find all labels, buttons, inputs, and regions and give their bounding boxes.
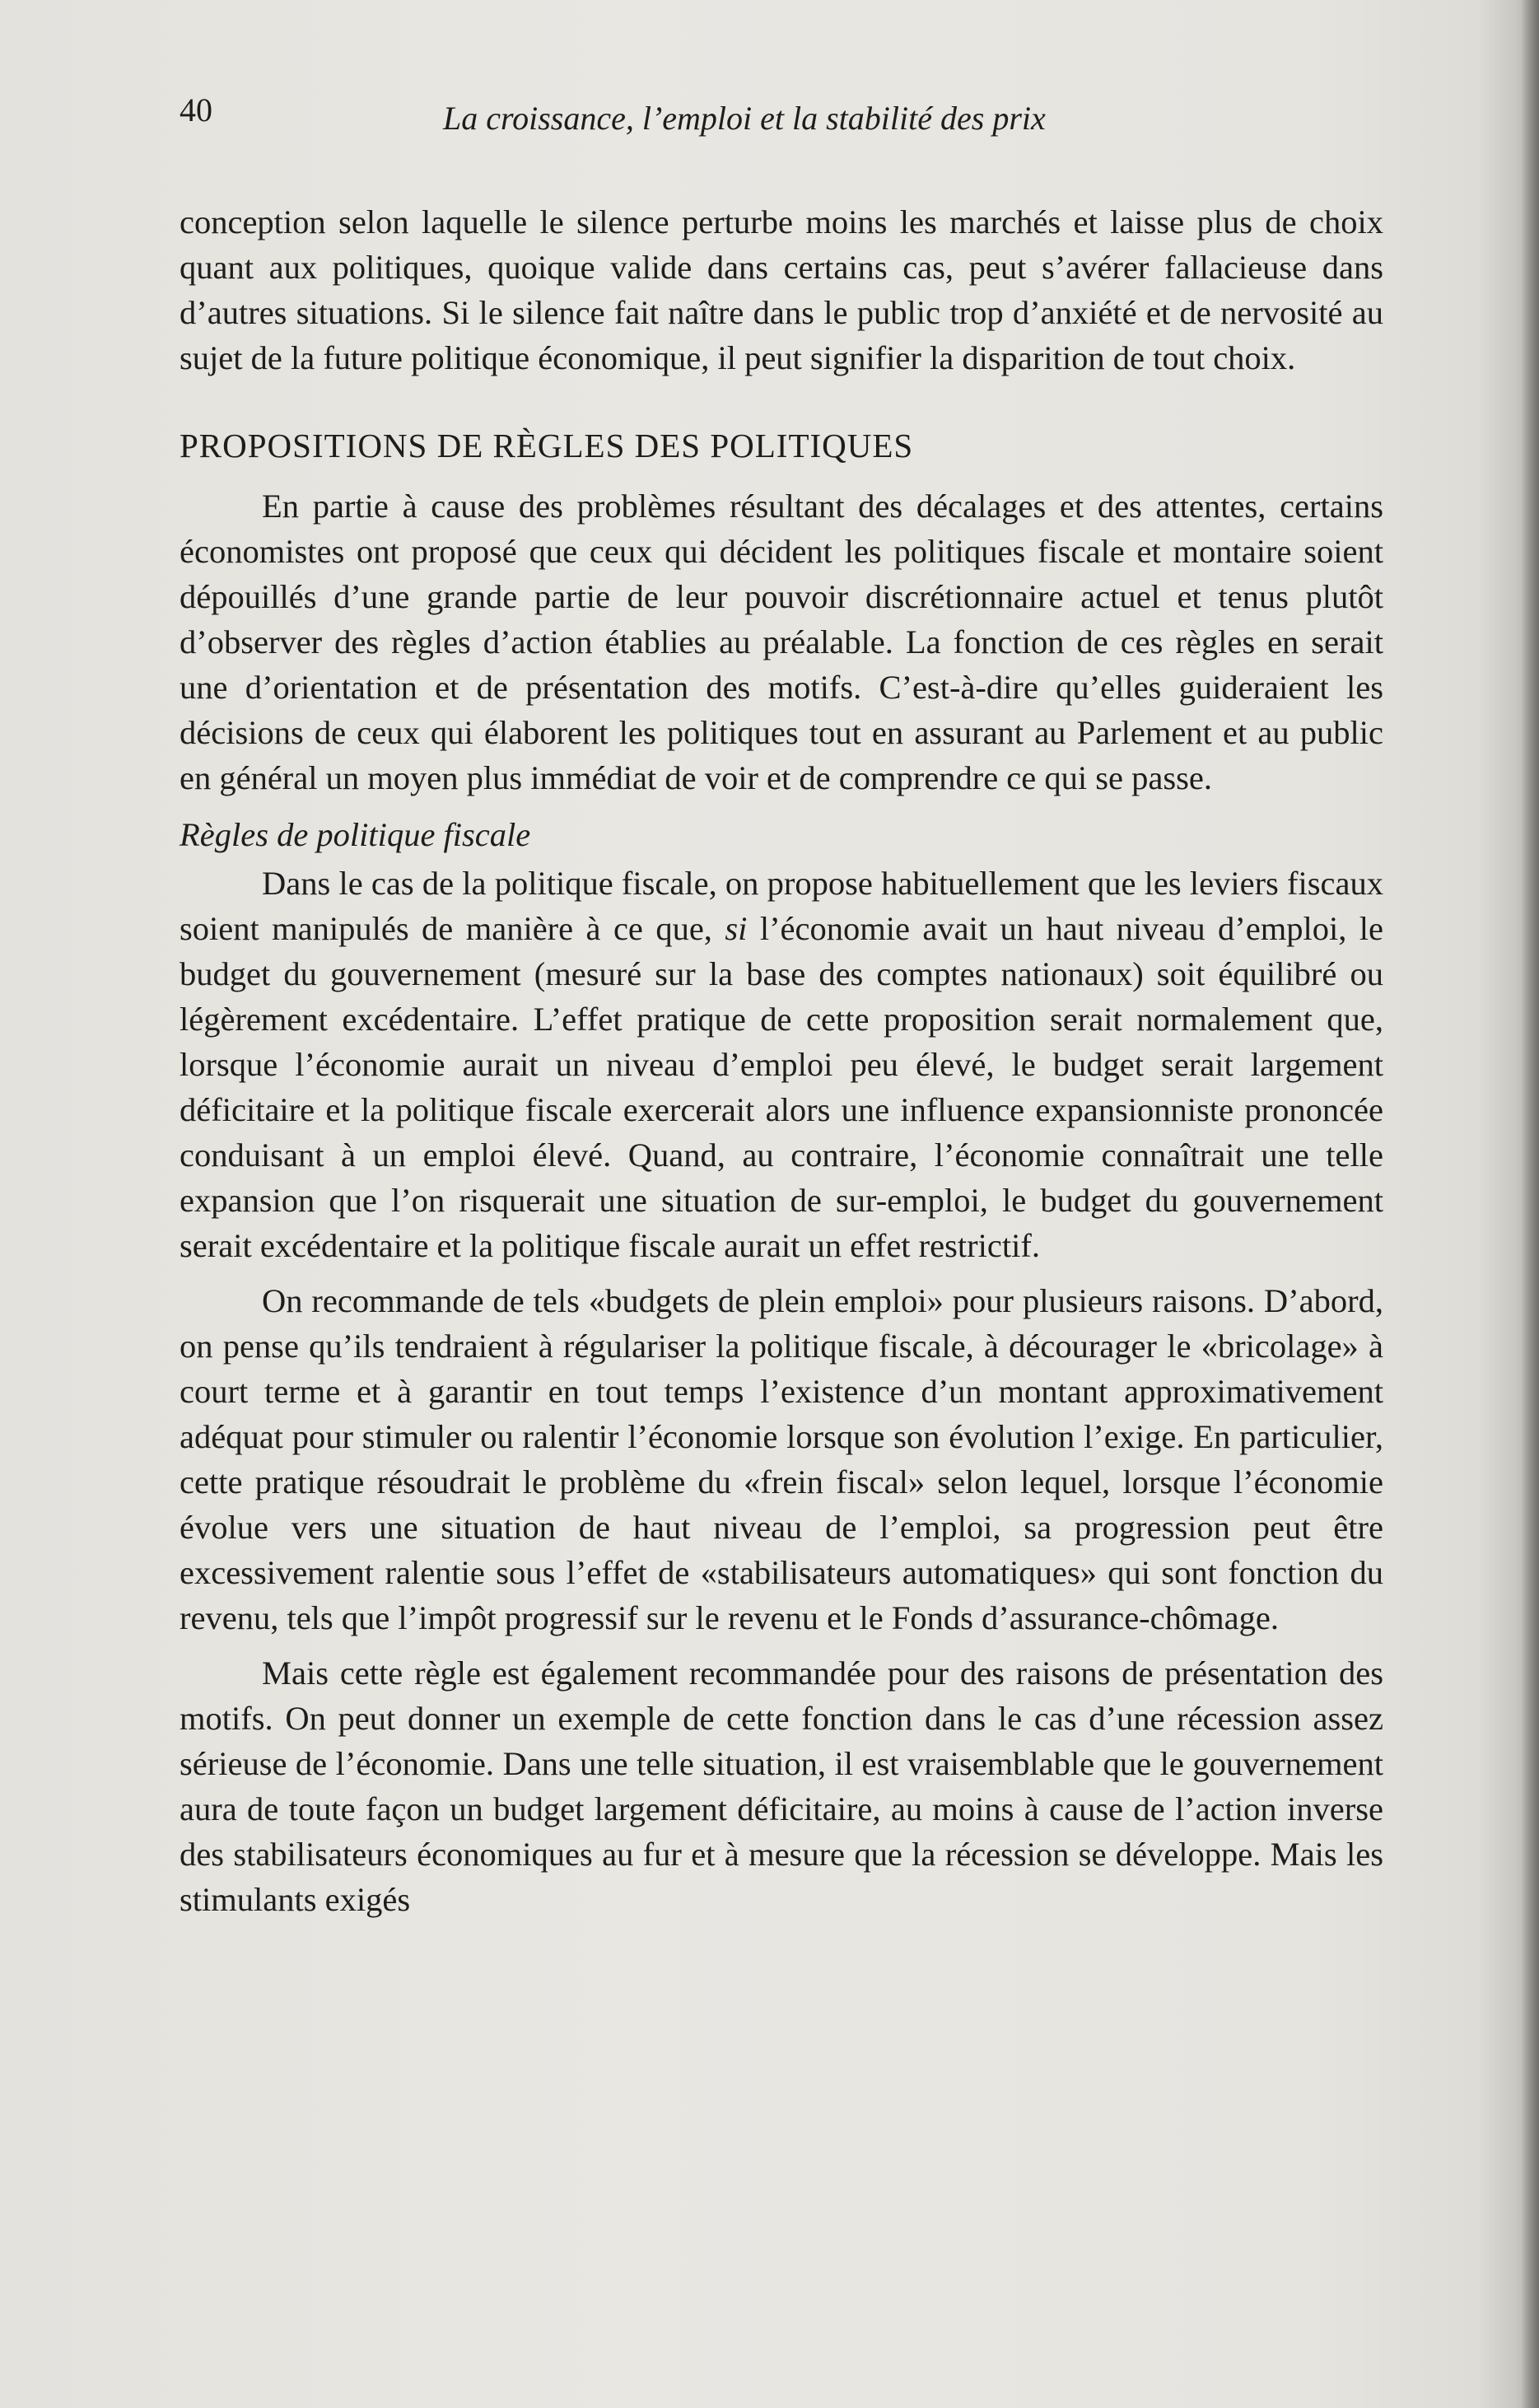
subsection-title: Règles de politique fiscale bbox=[180, 816, 531, 853]
binding-shadow bbox=[1521, 0, 1539, 2408]
paragraph-intro: conception selon laquelle le silence perturbe moins les marchés et laisse plus de choix quant aux politiques, quoique valide dans certains cas, peut s’avérer fallacieuse dans d’autres situations. Si le silence fait naître dans le public trop d’anxiété et de nervosité au sujet de la future politique économique, il peut signifier la disparition de tout choix. bbox=[180, 203, 1383, 376]
paragraph-fiscal-2: On recommande de tels «budgets de plein emploi» pour plusieurs raisons. D’abord, on pense qu’ils tendraient à régulariser la politique fiscale, à décourager le «bricolage» à court terme et à garantir en tout temps l’existence d’un montant approximativement adéquat pour stimuler ou ralentir l’économie lorsque son évolution l’exige. En particulier, cette pratique résoudrait le problème du «frein fiscal» selon lequel, lorsque l’économie évolue vers une situation de haut niveau de l’emploi, sa progression peut être excessivement ralentie sous l’effet de «stabilisateurs automatiques» qui sont fonction du revenu, tels que l’impôt progressif sur le revenu et le Fonds d’assurance-chômage. bbox=[180, 1282, 1383, 1636]
paragraph-fiscal-1-part-b: l’économie avait un haut niveau d’emploi, le budget du gouvernement (mesuré sur la base des comptes nationaux) soit équilibré ou légèrement excédentaire. L’effet pratique de cette proposition serait normalement que, lorsque l’économie aurait un niveau d’emploi peu élevé, le budget serait largement déficitaire et la politique fiscale exercerait alors une influence expansionniste prononcée conduisant à un emploi élevé. Quand, au contraire, l’économie connaîtrait une telle expansion que l’on risquerait une situation de sur-emploi, le budget du gouvernement serait excédentaire et la politique fiscale aurait un effet restrictif. bbox=[180, 910, 1383, 1264]
page-body bbox=[180, 199, 1383, 1922]
paragraph-section: En partie à cause des problèmes résultant des décalages et des attentes, certains économistes ont proposé que ceux qui décident les politiques fiscale et montaire soient dépouillés d’une grande partie de leur pouvoir discrétionnaire actuel et tenus plutôt d’observer des règles d’action établies au préalable. La fonction de ces règles en serait une d’orientation et de présentation des motifs. C’est-à-dire qu’elles guideraient les décisions de ceux qui élaborent les politiques tout en assurant au Parlement et au public en général un moyen plus immédiat de voir et de comprendre ce qui se passe. bbox=[180, 488, 1383, 796]
paragraph-fiscal-3: Mais cette règle est également recommandée pour des raisons de présentation des motifs. On peut donner un exemple de cette fonction dans le cas d’une récession assez sérieuse de l’économie. Dans une telle situation, il est vraisemblable que le gouvernement aura de toute façon un budget largement déficitaire, au moins à cause de l’action inverse des stabilisateurs économiques au fur et à mesure que la récession se développe. Mais les stimulants exigés bbox=[180, 1654, 1383, 1918]
paragraph-fiscal-1-part-a: Dans le cas de la politique fiscale, on propose habituellement que les leviers fiscaux soient manipulés de manière à ce que, bbox=[180, 865, 1383, 947]
paragraph-fiscal-1-emphasis: si bbox=[725, 910, 748, 947]
paragraph-fiscal-1 bbox=[180, 861, 1383, 1268]
page-header bbox=[180, 91, 1373, 140]
section-title: PROPOSITIONS DE RÈGLES DES POLITIQUES bbox=[180, 427, 914, 464]
running-title: La croissance, l’emploi et la stabilité des prix bbox=[443, 100, 1046, 137]
page-number: 40 bbox=[180, 91, 212, 128]
